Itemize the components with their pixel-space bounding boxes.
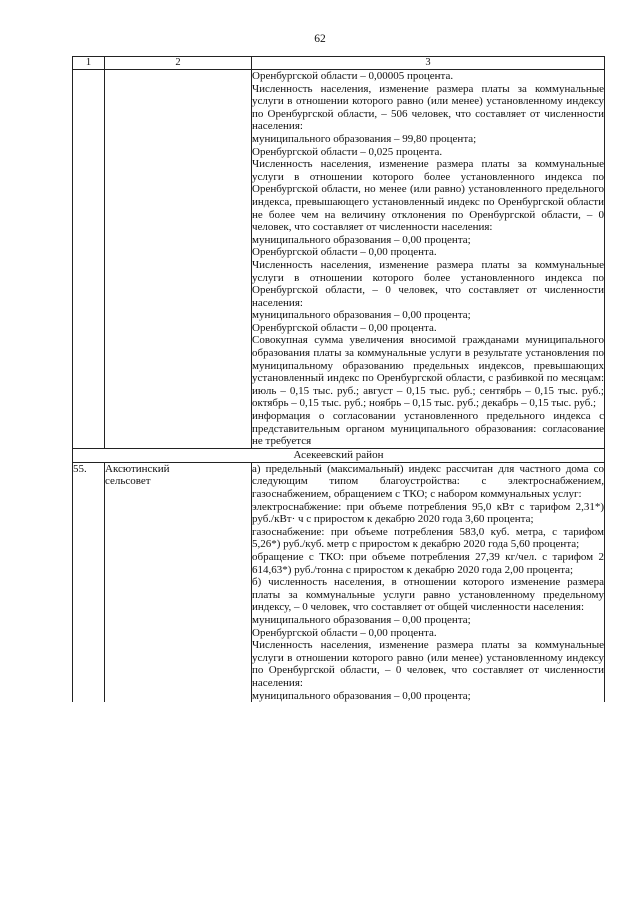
paragraph: Оренбургской области – 0,025 процента. (252, 145, 443, 158)
paragraph: Оренбургской области – 0,00 процента. (252, 321, 437, 334)
municipality-name (105, 462, 252, 702)
description-cell (252, 462, 605, 702)
paragraph: Оренбургской области – 0,00005 процента. (252, 70, 454, 82)
row-number: 55. (73, 462, 105, 702)
paragraph: муниципального образования – 99,80 процента; (252, 132, 477, 145)
paragraph: муниципального образования – 0,00 процента; (252, 309, 471, 322)
paragraph: газоснабжение: при объеме потребления 583,0 куб. метра, с тарифом 5,26*) руб./куб. метр с приростом к декабрю 2020 года 5,60 процента; (252, 525, 604, 551)
paragraph: Численность населения, изменение размера платы за коммунальные услуги в отношении которого более установленного индекса по Оренбургской области, но менее (или равно) установленного предельного индекса, превышающего установленный индекс по Оренбургской области не более чем на величину отклонения по Оренбургской области, – 0 человек, что составляет от численности населения: (252, 158, 604, 234)
paragraph: а) предельный (максимальный) индекс рассчитан для частного дома со следующим типом благоустройства: с электроснабжением, газоснабжением, обращением с ТКО; с набором коммунальных услуг: (252, 462, 604, 500)
number-cell (73, 70, 105, 449)
paragraph: Численность населения, изменение размера платы за коммунальные услуги в отношении которого более установленного индекса по Оренбургской области, – 0 человек, что составляет от численности населения: (252, 258, 604, 309)
paragraph: муниципального образования – 0,00 процента; (252, 613, 471, 626)
column-header-2: 2 (105, 57, 252, 70)
municipality-name-line: Аксютинский (105, 462, 170, 475)
table-row-continued (73, 70, 605, 449)
section-row (73, 448, 605, 462)
document-table (72, 56, 605, 702)
paragraph: Совокупная сумма увеличения вносимой гражданами муниципального образования платы за коммунальные услуги в результате установления по муниципальному образованию предельных индексов, превышающих установленный индекс по Оренбургской области, с разбивкой по месяцам: июль – 0,15 тыс. руб.; август – 0,15 тыс. руб.; сентябрь – 0,15 тыс. руб.; октябрь – 0,15 тыс. руб.; ноябрь – 0,15 тыс. руб.; декабрь – 0,15 тыс. руб.; (252, 334, 604, 410)
name-cell (105, 70, 252, 449)
paragraph: Оренбургской области – 0,00 процента. (252, 246, 437, 259)
page-number: 62 (314, 33, 326, 45)
paragraph: б) численность населения, в отношении которого изменение размера платы за коммунальные услуги равно установленному предельному индексу, – 0 человек, что составляет от общей численности населения: (252, 576, 604, 614)
section-title: Асекеевский район (73, 448, 605, 462)
column-header-1: 1 (73, 57, 105, 70)
column-header-3: 3 (252, 57, 605, 70)
table-row-55 (73, 462, 605, 702)
description-cell (252, 70, 605, 449)
paragraph: информация о согласовании установленного предельного индекса с представительным органом муниципального образования: согласование не требуется (252, 410, 604, 448)
paragraph: Численность населения, изменение размера платы за коммунальные услуги в отношении которого равно (или менее) установленному индексу по Оренбургской области, – 0 человек, что составляет от численности населения: (252, 639, 604, 689)
paragraph: муниципального образования – 0,00 процента; (252, 233, 471, 246)
table-header-row (73, 57, 605, 70)
paragraph: муниципального образования – 0,00 процента; (252, 689, 471, 702)
paragraph: Численность населения, изменение размера платы за коммунальные услуги в отношении которого равно (или менее) установленному индексу по Оренбургской области, – 506 человек, что составляет от численности населения: (252, 82, 604, 133)
paragraph: обращение с ТКО: при объеме потребления 27,39 кг/чел. с тарифом 2 614,63*) руб./тонна с приростом к декабрю 2020 года 2,00 процента; (252, 550, 604, 576)
municipality-name-line: сельсовет (105, 475, 151, 488)
paragraph: электроснабжение: при объеме потребления 95,0 кВт с тарифом 2,31*) руб./кВт· ч с приростом к декабрю 2020 года 3,60 процента; (252, 500, 604, 526)
paragraph: Оренбургской области – 0,00 процента. (252, 626, 437, 639)
